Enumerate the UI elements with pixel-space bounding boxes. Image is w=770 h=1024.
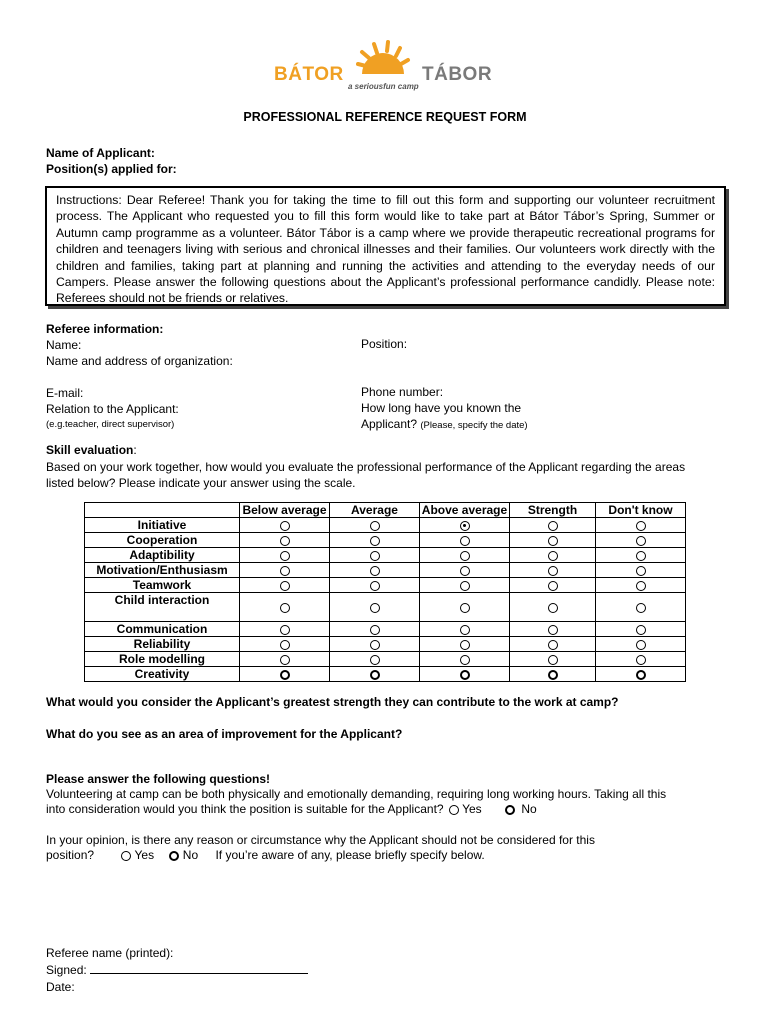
question-2-text: position? [46,848,95,862]
skill-cell [420,637,510,652]
skill-radio[interactable] [636,566,646,576]
skill-cell [330,533,420,548]
skill-radio[interactable] [548,625,558,635]
skill-label: Creativity [85,667,240,682]
referee-known-label-2 [361,417,528,431]
skill-radio[interactable] [280,603,290,613]
skill-corner [85,503,240,518]
skill-cell [330,593,420,622]
skill-cell [420,578,510,593]
skill-cell [240,533,330,548]
skill-cell [510,652,596,667]
col-header: Don't know [596,503,686,518]
skill-label: Communication [85,622,240,637]
skill-cell [510,593,596,622]
referee-relation-hint: (e.g.teacher, direct supervisor) [46,419,175,430]
q2-no-label: No [182,848,199,862]
skill-cell [420,518,510,533]
referee-heading: Referee information: [46,322,164,336]
question-1-text: into consideration would you think the position is suitable for the Applicant? [46,802,444,816]
signed-label: Signed: [46,963,87,977]
skill-cell [596,593,686,622]
skill-radio[interactable] [548,536,558,546]
question-strength: What would you consider the Applicant’s greatest strength they can contribute to the work at camp? [46,695,619,709]
skill-cell [510,563,596,578]
skill-radio[interactable] [636,551,646,561]
skill-radio[interactable] [548,521,558,531]
skill-cell [510,667,596,682]
skill-intro: Based on your work together, how would you evaluate the professional performance of the Applicant regarding the areas listed below? Please indicate your answer using the scale. [46,460,686,490]
question-1-line-1: Volunteering at camp can be both physically and emotionally demanding, requiring long working hours. Taking all this [46,787,667,801]
skill-cell [596,563,686,578]
skill-radio[interactable] [636,521,646,531]
applicant-positions-label: Position(s) applied for: [46,162,177,176]
skill-cell [330,563,420,578]
col-header: Average [330,503,420,518]
skill-row [85,518,686,533]
skill-cell [596,667,686,682]
skill-radio[interactable] [280,670,290,680]
skill-cell [240,667,330,682]
logo-right-word: TÁBOR [422,64,493,85]
skill-table [84,502,686,682]
q2-yes-label: Yes [134,848,155,862]
referee-phone-label: Phone number: [361,385,444,399]
skill-radio[interactable] [548,566,558,576]
skill-radio[interactable] [548,670,558,680]
skill-cell [510,548,596,563]
skill-cell [420,667,510,682]
skill-cell [510,637,596,652]
skill-cell [330,548,420,563]
referee-position-label: Position: [361,337,408,351]
instructions-box: Instructions: Dear Referee! Thank you for taking the time to fill out this form and supporting our volunteer recruitment process. The Applicant who requested you to fill this form would like to take part at Bátor Tábor’s Spring, Summer or Autumn camp programme as a volunteer. Bátor Tábor is a camp where we provide therapeutic recreational programs for children and teenagers living with serious and chronical illnesses and their families. Our volunteers work directly with the children and families, taking part at planning and running the activities and attending to the everyday needs of our Campers. Please answer the following questions about the Applicant’s professional performance candidly. Please note: Referees should not be friends or relatives. [45,186,726,306]
skill-cell [420,622,510,637]
referee-known-text: Applicant? [361,417,418,431]
skill-radio[interactable] [636,536,646,546]
skill-cell [240,518,330,533]
skill-label: Motivation/Enthusiasm [85,563,240,578]
skill-label: Initiative [85,518,240,533]
skill-radio[interactable] [460,581,470,591]
q1-yes-radio[interactable] [449,805,459,815]
skill-table-header [85,503,686,518]
q1-no-radio[interactable] [505,805,515,815]
skill-radio[interactable] [370,603,380,613]
applicant-name-label: Name of Applicant: [46,146,155,160]
skill-radio[interactable] [370,625,380,635]
skill-radio[interactable] [636,625,646,635]
date-label: Date: [46,980,75,994]
skill-radio[interactable] [636,581,646,591]
skill-heading-colon: : [133,443,137,457]
skill-radio[interactable] [280,551,290,561]
skill-radio[interactable] [460,566,470,576]
skill-cell [240,637,330,652]
signed-row [46,963,308,977]
referee-printed-name-label: Referee name (printed): [46,946,174,960]
skill-row [85,637,686,652]
referee-org-label: Name and address of organization: [46,354,233,368]
skill-radio[interactable] [460,625,470,635]
question-2-tail: If you’re aware of any, please briefly specify below. [215,848,485,862]
col-header: Above average [420,503,510,518]
col-header: Strength [510,503,596,518]
skill-heading-text: Skill evaluation [46,443,134,457]
skill-row [85,548,686,563]
skill-radio[interactable] [280,581,290,591]
skill-cell [240,652,330,667]
skill-cell [596,548,686,563]
logo-tagline: a seriousfun camp [348,82,419,91]
skill-cell [596,533,686,548]
question-improvement: What do you see as an area of improvement for the Applicant? [46,727,403,741]
skill-row [85,622,686,637]
skill-radio[interactable] [460,521,470,531]
skill-radio[interactable] [548,551,558,561]
skill-radio[interactable] [280,655,290,665]
skill-cell [240,563,330,578]
questions-heading: Please answer the following questions! [46,772,271,786]
skill-cell [510,533,596,548]
skill-radio[interactable] [370,655,380,665]
skill-radio[interactable] [460,655,470,665]
form-title: PROFESSIONAL REFERENCE REQUEST FORM [243,110,527,124]
question-2-line-1: In your opinion, is there any reason or circumstance why the Applicant should not be considered for this [46,833,595,847]
q2-yes-radio[interactable] [121,851,131,861]
skill-cell [596,622,686,637]
skill-row [85,578,686,593]
referee-known-label-1: How long have you known the [361,401,522,415]
skill-radio[interactable] [548,581,558,591]
skill-cell [420,593,510,622]
skill-radio[interactable] [548,640,558,650]
skill-radio[interactable] [460,640,470,650]
skill-cell [596,652,686,667]
skill-radio[interactable] [280,566,290,576]
skill-radio[interactable] [548,655,558,665]
skill-radio[interactable] [370,566,380,576]
skill-cell [420,563,510,578]
skill-label: Role modelling [85,652,240,667]
skill-heading [46,443,137,457]
skill-radio[interactable] [280,640,290,650]
skill-row [85,667,686,682]
skill-cell [240,548,330,563]
skill-cell [330,637,420,652]
skill-cell [240,578,330,593]
skill-cell [420,652,510,667]
skill-radio[interactable] [460,551,470,561]
skill-radio[interactable] [636,655,646,665]
skill-radio[interactable] [370,670,380,680]
skill-radio[interactable] [370,551,380,561]
skill-radio[interactable] [636,640,646,650]
skill-cell [420,548,510,563]
q2-no-radio[interactable] [169,851,179,861]
skill-cell [240,593,330,622]
skill-radio[interactable] [636,670,646,680]
logo [272,40,498,94]
signature-line[interactable] [90,963,308,974]
skill-radio[interactable] [460,670,470,680]
skill-cell [596,578,686,593]
skill-label: Cooperation [85,533,240,548]
skill-cell [420,533,510,548]
skill-radio[interactable] [460,603,470,613]
question-2-line-2 [46,848,485,862]
skill-cell [596,518,686,533]
logo-left-word: BÁTOR [274,64,344,85]
skill-cell [240,622,330,637]
skill-cell [510,578,596,593]
q1-yes-label: Yes [462,802,482,816]
question-1-line-2 [46,802,537,816]
skill-row [85,563,686,578]
skill-radio[interactable] [280,625,290,635]
skill-cell [330,518,420,533]
skill-radio[interactable] [636,603,646,613]
skill-label: Child interaction [85,593,240,622]
skill-cell [510,518,596,533]
skill-cell [596,637,686,652]
referee-relation-label: Relation to the Applicant: [46,402,179,416]
skill-radio[interactable] [370,581,380,591]
skill-radio[interactable] [370,521,380,531]
skill-row [85,652,686,667]
skill-radio[interactable] [280,521,290,531]
skill-cell [330,652,420,667]
referee-name-label: Name: [46,338,82,352]
skill-cell [330,622,420,637]
skill-radio[interactable] [370,640,380,650]
skill-cell [330,578,420,593]
referee-known-hint: (Please, specify the date) [420,420,528,431]
skill-radio[interactable] [548,603,558,613]
skill-radio[interactable] [280,536,290,546]
skill-row [85,593,686,622]
skill-label: Reliability [85,637,240,652]
skill-row [85,533,686,548]
skill-cell [330,667,420,682]
skill-radio[interactable] [460,536,470,546]
skill-cell [510,622,596,637]
skill-label: Adaptibility [85,548,240,563]
sun-icon [352,40,414,76]
col-header: Below average [240,503,330,518]
q1-no-label: No [521,802,537,816]
skill-label: Teamwork [85,578,240,593]
skill-radio[interactable] [370,536,380,546]
referee-email-label: E-mail: [46,386,84,400]
